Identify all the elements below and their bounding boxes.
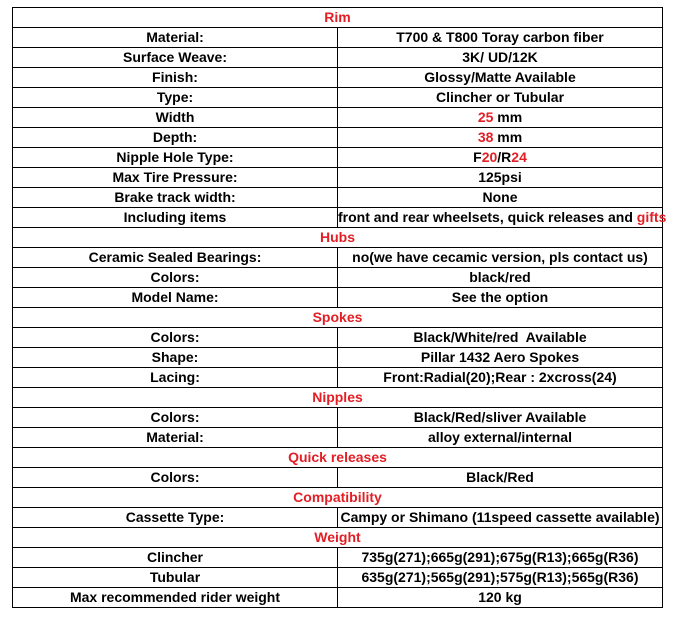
section-row-rim	[13, 8, 663, 28]
spec-label: Type:	[13, 88, 338, 108]
spec-label: Colors:	[13, 468, 338, 488]
spec-value	[338, 108, 663, 128]
spec-row-nipple-hole	[13, 148, 663, 168]
section-title-spokes: Spokes	[13, 308, 663, 328]
spec-value: Black/White/red Available	[338, 328, 663, 348]
spec-table	[12, 7, 667, 608]
spec-label: Cassette Type:	[13, 508, 338, 528]
spec-label: Max Tire Pressure:	[13, 168, 338, 188]
spec-label: Max recommended rider weight	[13, 588, 338, 608]
spec-value: See the option	[338, 288, 663, 308]
nipple-f-number: 20	[481, 149, 498, 165]
spec-row-hub-colors	[13, 268, 663, 288]
spec-label: Brake track width:	[13, 188, 338, 208]
spec-label: Material:	[13, 428, 338, 448]
spec-row-model-name	[13, 288, 663, 308]
section-row-weight	[13, 528, 663, 548]
spec-row-lacing	[13, 368, 663, 388]
section-title-hubs: Hubs	[13, 228, 663, 248]
spec-value: Pillar 1432 Aero Spokes	[338, 348, 663, 368]
spec-label: Finish:	[13, 68, 338, 88]
spec-label: Including items	[13, 208, 338, 228]
spec-value: 3K/ UD/12K	[338, 48, 663, 68]
spec-label: Tubular	[13, 568, 338, 588]
spec-row-type	[13, 88, 663, 108]
spec-label: Material:	[13, 28, 338, 48]
spec-label: Depth:	[13, 128, 338, 148]
spec-label: Lacing:	[13, 368, 338, 388]
depth-number: 38	[477, 129, 494, 145]
nipple-r-number: 24	[511, 149, 527, 165]
depth-unit: mm	[493, 129, 523, 145]
spec-value: None	[338, 188, 663, 208]
spec-row-bearings	[13, 248, 663, 268]
spec-row-surface-weave	[13, 48, 663, 68]
section-row-quick-releases	[13, 448, 663, 468]
spec-row-clincher	[13, 548, 663, 568]
spec-row-including	[13, 208, 663, 228]
spec-row-nipple-colors	[13, 408, 663, 428]
nipple-separator: /R	[497, 149, 512, 165]
section-title-weight: Weight	[13, 528, 663, 548]
section-row-hubs	[13, 228, 663, 248]
including-text: front and rear wheelsets, quick releases and	[338, 209, 637, 225]
spec-label: Surface Weave:	[13, 48, 338, 68]
width-unit: mm	[493, 109, 523, 125]
spec-label: Model Name:	[13, 288, 338, 308]
spec-row-finish	[13, 68, 663, 88]
spec-row-material	[13, 28, 663, 48]
spec-label: Shape:	[13, 348, 338, 368]
spec-value: 735g(271);665g(291);675g(R13);665g(R36)	[338, 548, 663, 568]
spec-value: 120 kg	[338, 588, 663, 608]
spec-value	[338, 208, 667, 228]
spec-value: Glossy/Matte Available	[338, 68, 663, 88]
width-number: 25	[477, 109, 494, 125]
spec-value: 125psi	[338, 168, 663, 188]
section-title-rim: Rim	[13, 8, 663, 28]
spec-row-spoke-shape	[13, 348, 663, 368]
nipple-f-prefix: F	[473, 149, 482, 165]
spec-row-width	[13, 108, 663, 128]
spec-row-depth	[13, 128, 663, 148]
spec-value: Clincher or Tubular	[338, 88, 663, 108]
spec-label: Clincher	[13, 548, 338, 568]
spec-row-qr-colors	[13, 468, 663, 488]
spec-label: Width	[13, 108, 338, 128]
section-row-nipples	[13, 388, 663, 408]
spec-row-cassette	[13, 508, 663, 528]
section-title-quick-releases: Quick releases	[13, 448, 663, 468]
spec-value: Black/Red/sliver Available	[338, 408, 663, 428]
spec-row-brake-track	[13, 188, 663, 208]
spec-row-spoke-colors	[13, 328, 663, 348]
spec-value: T700 & T800 Toray carbon fiber	[338, 28, 663, 48]
spec-value	[338, 148, 663, 168]
spec-label: Colors:	[13, 268, 338, 288]
including-highlight: gifts	[636, 209, 667, 225]
section-title-compatibility: Compatibility	[13, 488, 663, 508]
spec-row-nipple-material	[13, 428, 663, 448]
spec-value: alloy external/internal	[338, 428, 663, 448]
section-row-spokes	[13, 308, 663, 328]
spec-value: Front:Radial(20);Rear : 2xcross(24)	[338, 368, 663, 388]
spec-value: Campy or Shimano (11speed cassette available)	[338, 508, 663, 528]
spec-value: 635g(271);565g(291);575g(R13);565g(R36)	[338, 568, 663, 588]
spec-label: Nipple Hole Type:	[13, 148, 338, 168]
spec-value: black/red	[338, 268, 663, 288]
section-title-nipples: Nipples	[13, 388, 663, 408]
section-row-compatibility	[13, 488, 663, 508]
spec-row-tubular	[13, 568, 663, 588]
spec-value: Black/Red	[338, 468, 663, 488]
spec-value	[338, 128, 663, 148]
spec-value: no(we have cecamic version, pls contact us)	[338, 248, 663, 268]
spec-label: Ceramic Sealed Bearings:	[13, 248, 338, 268]
spec-row-max-rider	[13, 588, 663, 608]
spec-label: Colors:	[13, 408, 338, 428]
spec-row-max-tire	[13, 168, 663, 188]
spec-label: Colors:	[13, 328, 338, 348]
